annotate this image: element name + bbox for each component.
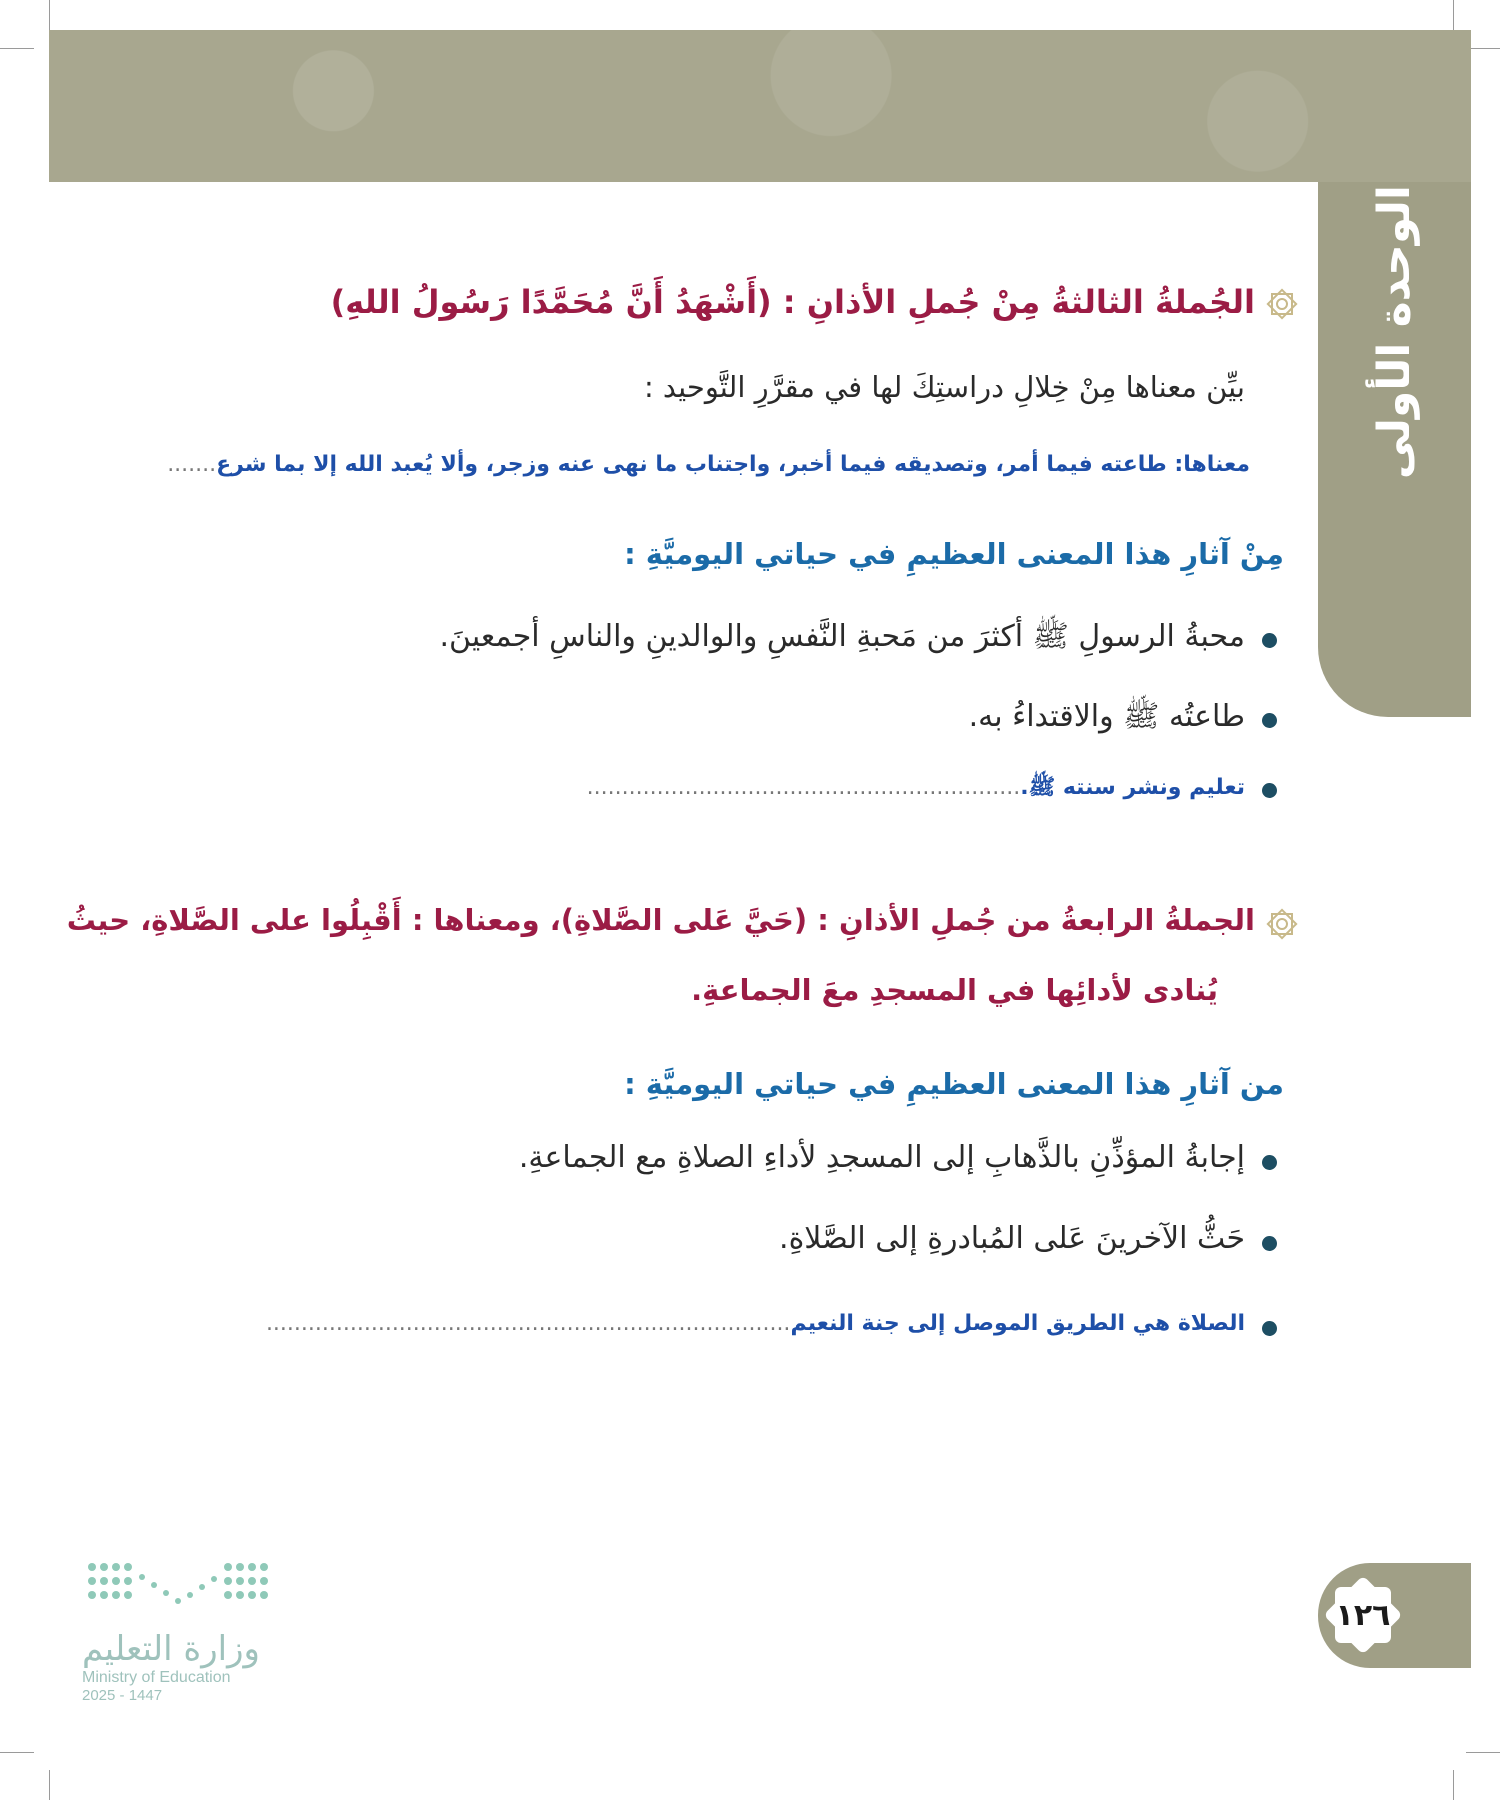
bullet-marker bbox=[1262, 1155, 1277, 1170]
section2-effects-heading: من آثارِ هذا المعنى العظيمِ في حياتي اليوميَّةِ : bbox=[624, 1067, 1284, 1101]
section1-instruction: بيِّن معناها مِنْ خِلالِ دراستِكَ لها في مقرَّرِ التَّوحيد : bbox=[643, 370, 1245, 404]
section1-bullet-3: تعليم ونشر سنته ﷺ. bbox=[1020, 775, 1245, 800]
dotted-line: .............................................................. bbox=[586, 775, 1021, 800]
unit-title: الوحدة الأولى bbox=[1369, 184, 1420, 480]
section1-answer-line bbox=[167, 452, 1250, 477]
bullet-marker bbox=[1262, 1321, 1277, 1336]
bullet-marker bbox=[1262, 1236, 1277, 1251]
section2-bullet-3-line bbox=[266, 1311, 1245, 1336]
page-number: ١٢٦ bbox=[1335, 1597, 1391, 1633]
ministry-name-en: Ministry of Education bbox=[82, 1669, 231, 1686]
header-band bbox=[49, 30, 1471, 182]
section2-heading-line2: يُنادى لأدائِها في المسجدِ معَ الجماعةِ. bbox=[691, 973, 1218, 1007]
crop-mark bbox=[1453, 0, 1454, 30]
star-ornament-icon bbox=[1262, 284, 1302, 324]
section1-bullet-2: طاعتُه ﷺ والاقتداءُ به. bbox=[968, 699, 1245, 734]
ministry-name-ar: وزارة التعليم bbox=[82, 1629, 260, 1669]
dotted-line: ........................................................................... bbox=[265, 1311, 791, 1336]
crop-mark bbox=[1453, 1770, 1454, 1800]
crop-mark bbox=[49, 0, 50, 30]
section2-heading-line1: الجملةُ الرابعةُ من جُملِ الأذانِ : (حَيَّ عَلى الصَّلاةِ)، ومعناها : أَقْبِلُوا على الصَّلاةِ، حيثُ bbox=[66, 903, 1255, 937]
section2-bullet-1: إجابةُ المؤذِّنِ بالذَّهابِ إلى المسجدِ لأداءِ الصلاةِ مع الجماعةِ. bbox=[518, 1140, 1245, 1175]
section1-answer: معناها: طاعته فيما أمر، وتصديقه فيما أخبر، واجتناب ما نهى عنه وزجر، وألا يُعبد الله إلا بما شرع bbox=[216, 452, 1250, 477]
star-ornament-icon bbox=[1262, 904, 1302, 944]
edition-year: 2025 - 1447 bbox=[82, 1687, 163, 1704]
crop-mark bbox=[0, 48, 34, 49]
section1-bullet-1: محبةُ الرسولِ ﷺ أكثرَ من مَحبةِ النَّفسِ والوالدينِ والناسِ أجمعينَ. bbox=[439, 619, 1245, 654]
page-number-badge bbox=[1320, 1572, 1406, 1658]
crop-mark bbox=[0, 1752, 34, 1753]
ministry-logo-dots-icon bbox=[82, 1555, 272, 1625]
section2-bullet-3: الصلاة هي الطريق الموصل إلى جنة النعيم bbox=[790, 1311, 1245, 1336]
section2-bullet-2: حَثُّ الآخرينَ عَلى المُبادرةِ إلى الصَّلاةِ. bbox=[779, 1221, 1245, 1256]
bullet-marker bbox=[1262, 633, 1277, 648]
bullet-marker bbox=[1262, 783, 1277, 798]
bullet-marker bbox=[1262, 713, 1277, 728]
section1-bullet-3-line bbox=[587, 773, 1245, 805]
dotted-line: ....... bbox=[167, 452, 217, 477]
section1-effects-heading: مِنْ آثارِ هذا المعنى العظيمِ في حياتي اليوميَّةِ : bbox=[624, 537, 1284, 571]
ministry-logo bbox=[82, 1555, 272, 1704]
crop-mark bbox=[49, 1770, 50, 1800]
crop-mark bbox=[1466, 48, 1500, 49]
section1-heading: الجُملةُ الثالثةُ مِنْ جُملِ الأذانِ : (أَشْهَدُ أَنَّ مُحَمَّدًا رَسُولُ اللهِ) bbox=[330, 283, 1255, 321]
crop-mark bbox=[1466, 1752, 1500, 1753]
unit-title-container bbox=[1318, 182, 1471, 482]
